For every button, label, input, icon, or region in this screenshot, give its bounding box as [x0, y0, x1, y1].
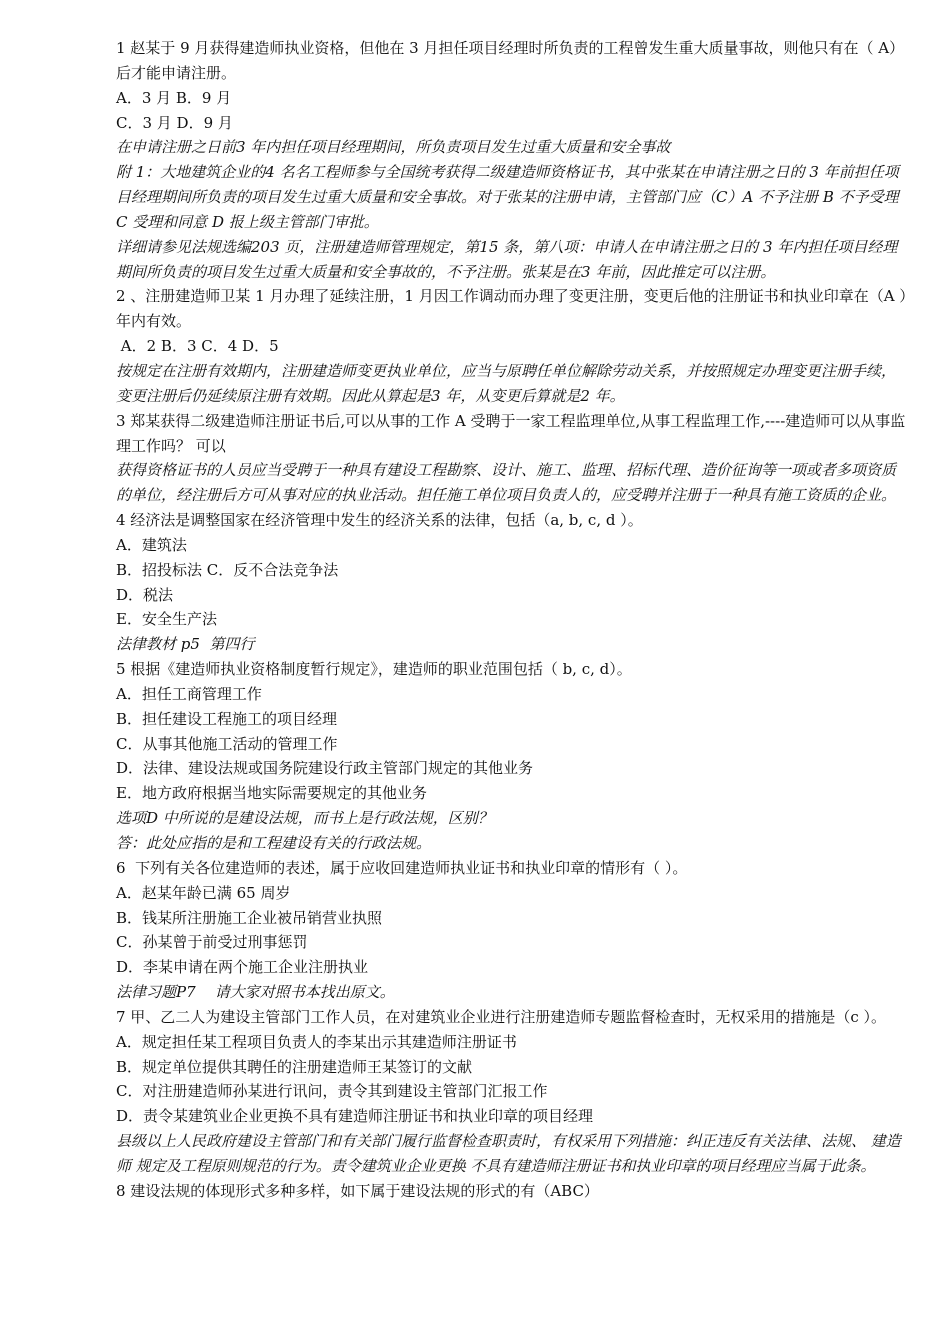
question-6-option-d: D．李某申请在两个施工企业注册执业 [116, 958, 369, 977]
question-7-option-c: C．对注册建造师孙某进行讯问，责令其到建设主管部门汇报工作 [116, 1082, 548, 1101]
question-4-note: 法律教材 p5 第四行 [116, 635, 255, 654]
question-5-text: 5 根据《建造师执业资格制度暂行规定》，建造师的职业范围包括（ b, c, d）。 [116, 660, 632, 679]
question-7-option-b: B．规定单位提供其聘任的注册建造师王某签订的文献 [116, 1057, 473, 1076]
question-5-option-d: D．法律、建设法规或国务院建设行政主管部门规定的其他业务 [116, 759, 534, 778]
question-7-text: 7 甲、乙二人为建设主管部门工作人员，在对建筑业企业进行注册建造师专题监督检查时，无权采用的措施是（c ）。 [116, 1007, 886, 1026]
question-1-option-cd: C．3 月 D．9 月 [116, 113, 233, 132]
question-5-note: 选项D 中所说的是建设法规，而书上是行政法规，区别？ [116, 809, 493, 828]
question-1-explanation: 详细请参见法规选编203 页，注册建造师管理规定，第15 条，第八项：申请人在申请注册之日的 3 年内担任项目经理期间所负责的项目发生过重大质量和安全事故的，不予注册。张某是在3 年前，因此推定可以注册。 [116, 237, 898, 281]
question-1-appendix: 附 1：大地建筑企业的4 名名工程师参与全国统考获得二级建造师资格证书，其中张某在申请注册之日的 3 年前担任项目经理期间所负责的项目发生过重大质量和安全事故。对于张某的注册申请，主管部门应（C）A 不予注册 B 不予受理 C 受理和同意 D 报上级主管部门审批。 [116, 163, 904, 231]
question-5-option-c: C．从事其他施工活动的管理工作 [116, 734, 338, 753]
question-5-answer: 答：此处应指的是和工程建设有关的行政法规。 [116, 834, 432, 852]
question-6-option-a: A．赵某年龄已满 65 周岁 [116, 883, 291, 902]
question-4-option-bc: B．招投标法 C．反不合法竞争法 [116, 560, 339, 579]
question-6-text: 6 下列有关各位建造师的表述，属于应收回建造师执业证书和执业印章的情形有（ ）。 [116, 858, 688, 877]
question-6-option-c: C．孙某曾于前受过刑事惩罚 [116, 933, 308, 952]
question-1-note: 在申请注册之日前3 年内担任项目经理期间，所负责项目发生过重大质量和安全事故 [116, 138, 671, 157]
question-4-text: 4 经济法是调整国家在经济管理中发生的经济关系的法律，包括（a, b, c, d ）。 [116, 511, 643, 530]
question-7-explanation: 县级以上人民政府建设主管部门和有关部门履行监督检查职责时，有权采用下列措施：纠正违反有关法律、法规、 建造师 规定及工程原则规范的行为。责令建筑业企业更换 不具有建造师注册证书和执业印章的项目经理应当属于此条。 [116, 1132, 901, 1175]
question-4-option-d: D．税法 [116, 585, 174, 604]
document-page [116, 36, 908, 1204]
question-7-option-a: A．规定担任某工程项目负责人的李某出示其建造师注册证书 [116, 1032, 517, 1051]
question-5-option-e: E．地方政府根据当地实际需要规定的其他业务 [116, 784, 427, 803]
question-2-text: 2 、注册建造师卫某 1 月办理了延续注册，1 月因工作调动而办理了变更注册，变更后他的注册证书和执业印章在（A ）年内有效。 [116, 287, 907, 331]
question-6-option-b: B．钱某所注册施工企业被吊销营业执照 [116, 908, 383, 927]
question-5-option-a: A．担任工商管理工作 [116, 684, 262, 703]
question-5-option-b: B．担任建设工程施工的项目经理 [116, 709, 338, 728]
question-2-options: A．2 B．3 C．4 D．5 [116, 337, 279, 356]
question-1-text: 1 赵某于 9 月获得建造师执业资格，但他在 3 月担任项目经理时所负责的工程曾发生重大质量事故，则他只有在（ A）后才能申请注册。 [116, 39, 905, 82]
question-4-option-e: E．安全生产法 [116, 610, 217, 629]
question-4-option-a: A．建筑法 [116, 535, 187, 554]
question-2-explanation: 按规定在注册有效期内，注册建造师变更执业单位，应当与原聘任单位解除劳动关系，并按照规定办理变更注册手续，变更注册后仍延续原注册有效期。因此从算起是3 年，从变更后算就是2 年。 [116, 361, 897, 405]
question-1-option-ab: A．3 月 B．9 月 [116, 88, 232, 107]
question-3-text: 3 郑某获得二级建造师注册证书后,可以从事的工作 A 受聘于一家工程监理单位,从事工程监理工作,----建造师可以从事监理工作吗？ 可以 [116, 411, 906, 455]
question-3-explanation: 获得资格证书的人员应当受聘于一种具有建设工程勘察、设计、施工、监理、招标代理、造价征询等一项或者多项资质的单位，经注册后方可从事对应的执业活动。担任施工单位项目负责人的，应受聘并注册于一种具有施工资质的企业。 [116, 461, 897, 505]
question-8-text: 8 建设法规的体现形式多种多样，如下属于建设法规的形式的有（ABC） [116, 1181, 599, 1200]
question-6-note: 法律习题P7 请大家对照书本找出原文。 [116, 983, 395, 1002]
question-7-option-d: D．责令某建筑业企业更换不具有建造师注册证书和执业印章的项目经理 [116, 1107, 594, 1126]
